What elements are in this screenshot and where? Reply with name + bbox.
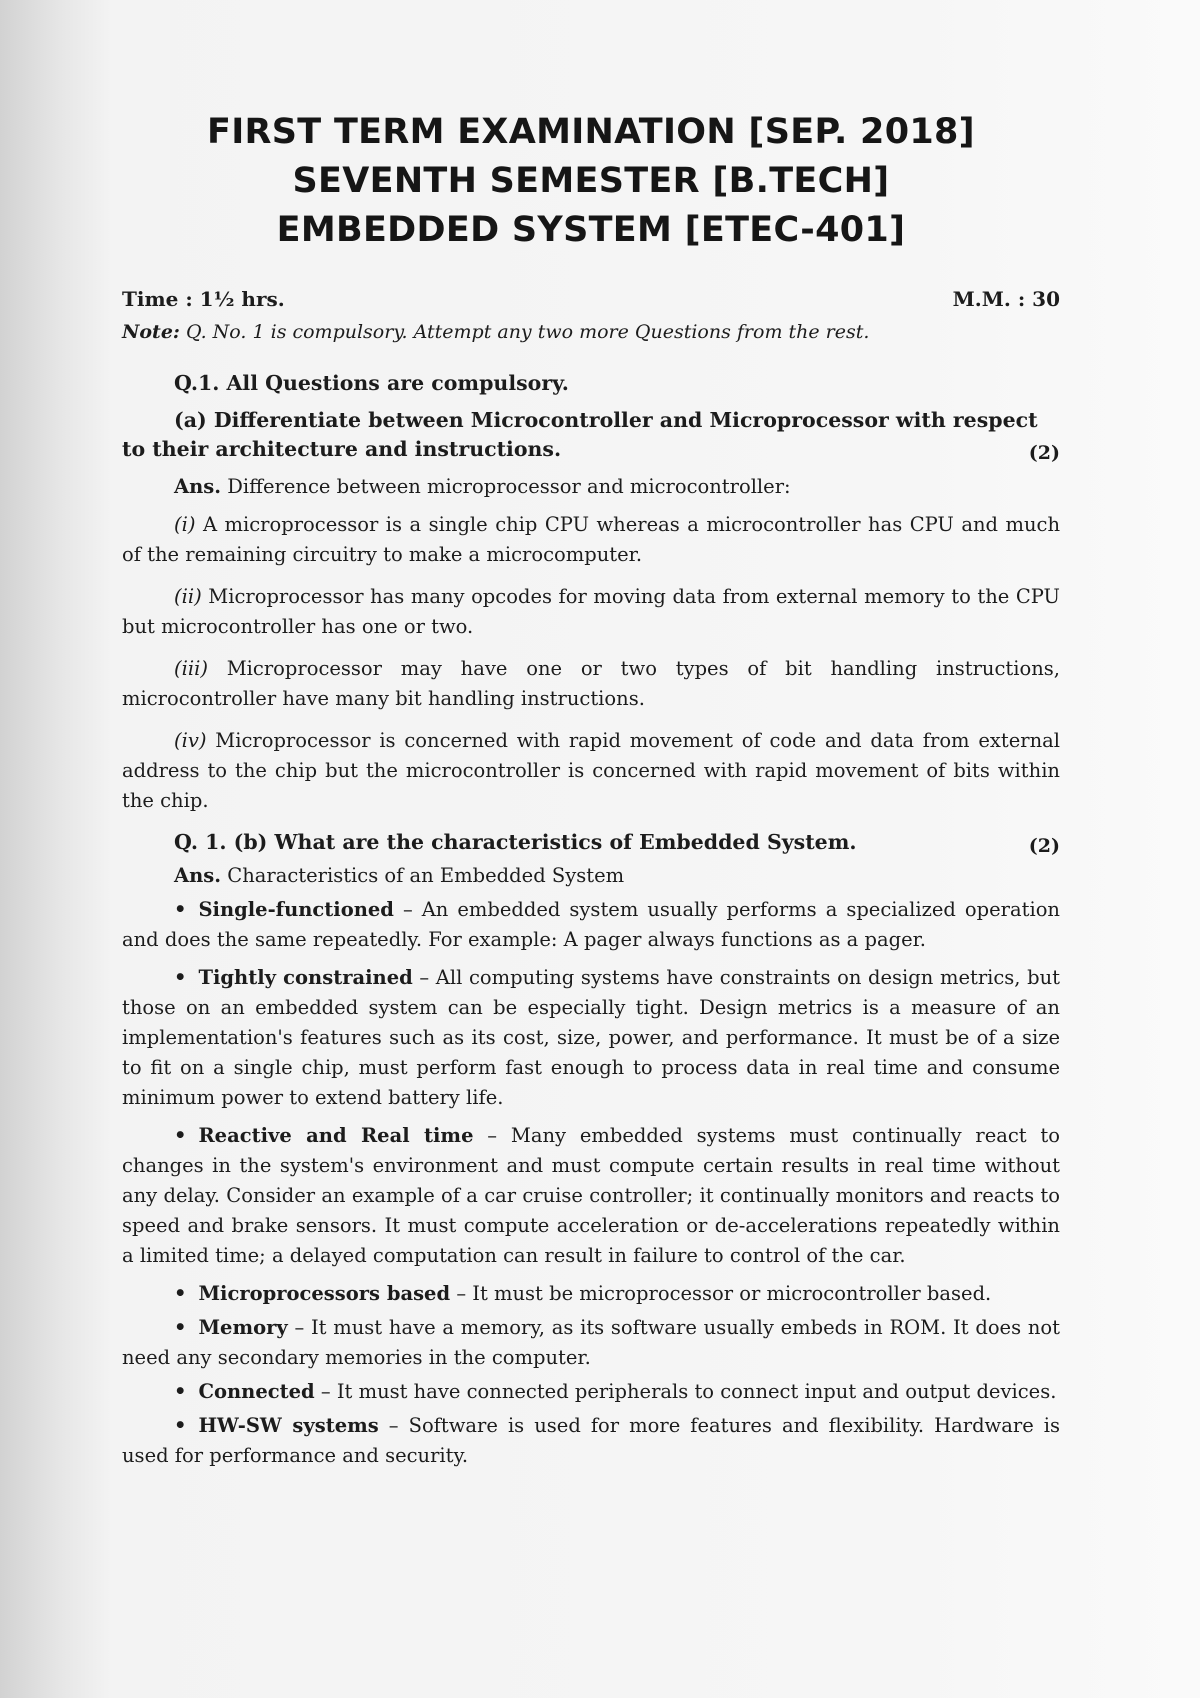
q1b-question	[122, 828, 1060, 857]
answer-intro-text: Difference between microprocessor and microcontroller:	[227, 475, 791, 498]
characteristic-text: – All computing systems have constraints on design metrics, but those on an embedded system can be especially tight. Design metrics is a measure of an implementation's features such as its cost, size, power, and performance. It must be of a size to fit on a single chip, must perform fast enough to process data in real time and consume minimum power to extend battery life.	[122, 966, 1061, 1109]
characteristic-item	[122, 963, 1060, 1113]
point-number: (iii)	[174, 657, 208, 680]
point-text: Microprocessor is concerned with rapid movement of code and data from external address to the chip but the microcontroller is concerned with rapid movement of bits within the chip.	[122, 729, 1060, 812]
characteristic-text: – Many embedded systems must continually react to changes in the system's environment and must compute certain results in real time without any delay. Consider an example of a car cruise controller; it continually monitors and reacts to speed and brake sensors. It must compute acceleration or de-accelerations repeatedly within a limited time; a delayed computation can result in failure to control of the car.	[122, 1124, 1061, 1267]
characteristic-item	[122, 1411, 1060, 1471]
characteristic-term: Memory	[198, 1316, 288, 1339]
answer-label: Ans.	[174, 475, 222, 498]
q1-heading: Q.1. All Questions are compulsory.	[174, 371, 569, 395]
answer-label: Ans.	[174, 864, 222, 887]
q1a-point	[122, 510, 1060, 570]
characteristic-item	[122, 1279, 1060, 1309]
q1b-answer-intro	[122, 861, 1060, 891]
characteristic-item	[122, 1121, 1060, 1271]
note-text: Q. No. 1 is compulsory. Attempt any two more Questions from the rest.	[185, 321, 870, 343]
characteristic-term: Reactive and Real time	[198, 1124, 474, 1147]
q1a-question	[122, 406, 1060, 464]
characteristic-text: – It must have a memory, as its software usually embeds in ROM. It does not need any secondary memories in the computer.	[122, 1316, 1060, 1369]
characteristic-term: Microprocessors based	[198, 1282, 451, 1305]
q1b-marks: (2)	[1028, 835, 1060, 857]
exam-title: FIRST TERM EXAMINATION [SEP. 2018]	[207, 112, 975, 152]
answer-intro-text: Characteristics of an Embedded System	[227, 864, 625, 887]
exam-meta-row	[122, 287, 1060, 311]
exam-note	[122, 321, 1060, 343]
point-text: Microprocessor may have one or two types of bit handling instructions, microcontroller have many bit handling instructions.	[122, 657, 1060, 710]
point-number: (i)	[174, 513, 196, 536]
bullet-icon: •	[174, 1414, 187, 1437]
page-content	[122, 108, 1060, 1471]
q1a-point	[122, 726, 1060, 816]
q1a-point	[122, 654, 1060, 714]
q1a-answer-intro	[122, 472, 1060, 502]
bullet-icon: •	[174, 966, 187, 989]
bullet-icon: •	[174, 898, 187, 921]
exam-title-block	[122, 108, 1060, 255]
characteristic-term: Tightly constrained	[198, 966, 413, 989]
characteristic-term: HW-SW systems	[198, 1414, 379, 1437]
point-number: (ii)	[174, 585, 202, 608]
q1b-question-text: Q. 1. (b) What are the characteristics of Embedded System.	[174, 830, 857, 854]
characteristic-text: – Software is used for more features and flexibility. Hardware is used for performance and security.	[122, 1414, 1061, 1467]
characteristic-item	[122, 1377, 1060, 1407]
bullet-icon: •	[174, 1282, 187, 1305]
characteristic-item	[122, 1313, 1060, 1373]
time-allowed: Time : 1½ hrs.	[122, 287, 285, 311]
bullet-icon: •	[174, 1316, 187, 1339]
point-text: A microprocessor is a single chip CPU whereas a microcontroller has CPU and much of the remaining circuitry to make a microcomputer.	[122, 513, 1061, 566]
characteristic-text: – It must be microprocessor or microcontroller based.	[456, 1282, 992, 1305]
max-marks: M.M. : 30	[952, 287, 1060, 311]
bullet-icon: •	[174, 1124, 187, 1147]
semester-title: SEVENTH SEMESTER [B.TECH]	[292, 161, 890, 201]
characteristic-item	[122, 895, 1060, 955]
characteristic-text: – An embedded system usually performs a specialized operation and does the same repeatedly. For example: A pager always functions as a pager.	[122, 898, 1060, 951]
q1a-question-line2: to their architecture and instructions.	[122, 437, 562, 461]
bullet-icon: •	[174, 1380, 187, 1403]
q1a-marks: (2)	[1028, 442, 1060, 464]
characteristic-term: Single-functioned	[198, 898, 394, 921]
note-label: Note:	[122, 321, 180, 343]
characteristic-text: – It must have connected peripherals to connect input and output devices.	[320, 1380, 1057, 1403]
characteristic-term: Connected	[198, 1380, 315, 1403]
point-text: Microprocessor has many opcodes for moving data from external memory to the CPU but microcontroller has one or two.	[122, 585, 1060, 638]
q1a-point	[122, 582, 1060, 642]
q1a-question-line1: (a) Differentiate between Microcontroller and Microprocessor with respect	[174, 408, 1038, 432]
point-number: (iv)	[174, 729, 207, 752]
subject-title: EMBEDDED SYSTEM [ETEC-401]	[276, 210, 906, 250]
